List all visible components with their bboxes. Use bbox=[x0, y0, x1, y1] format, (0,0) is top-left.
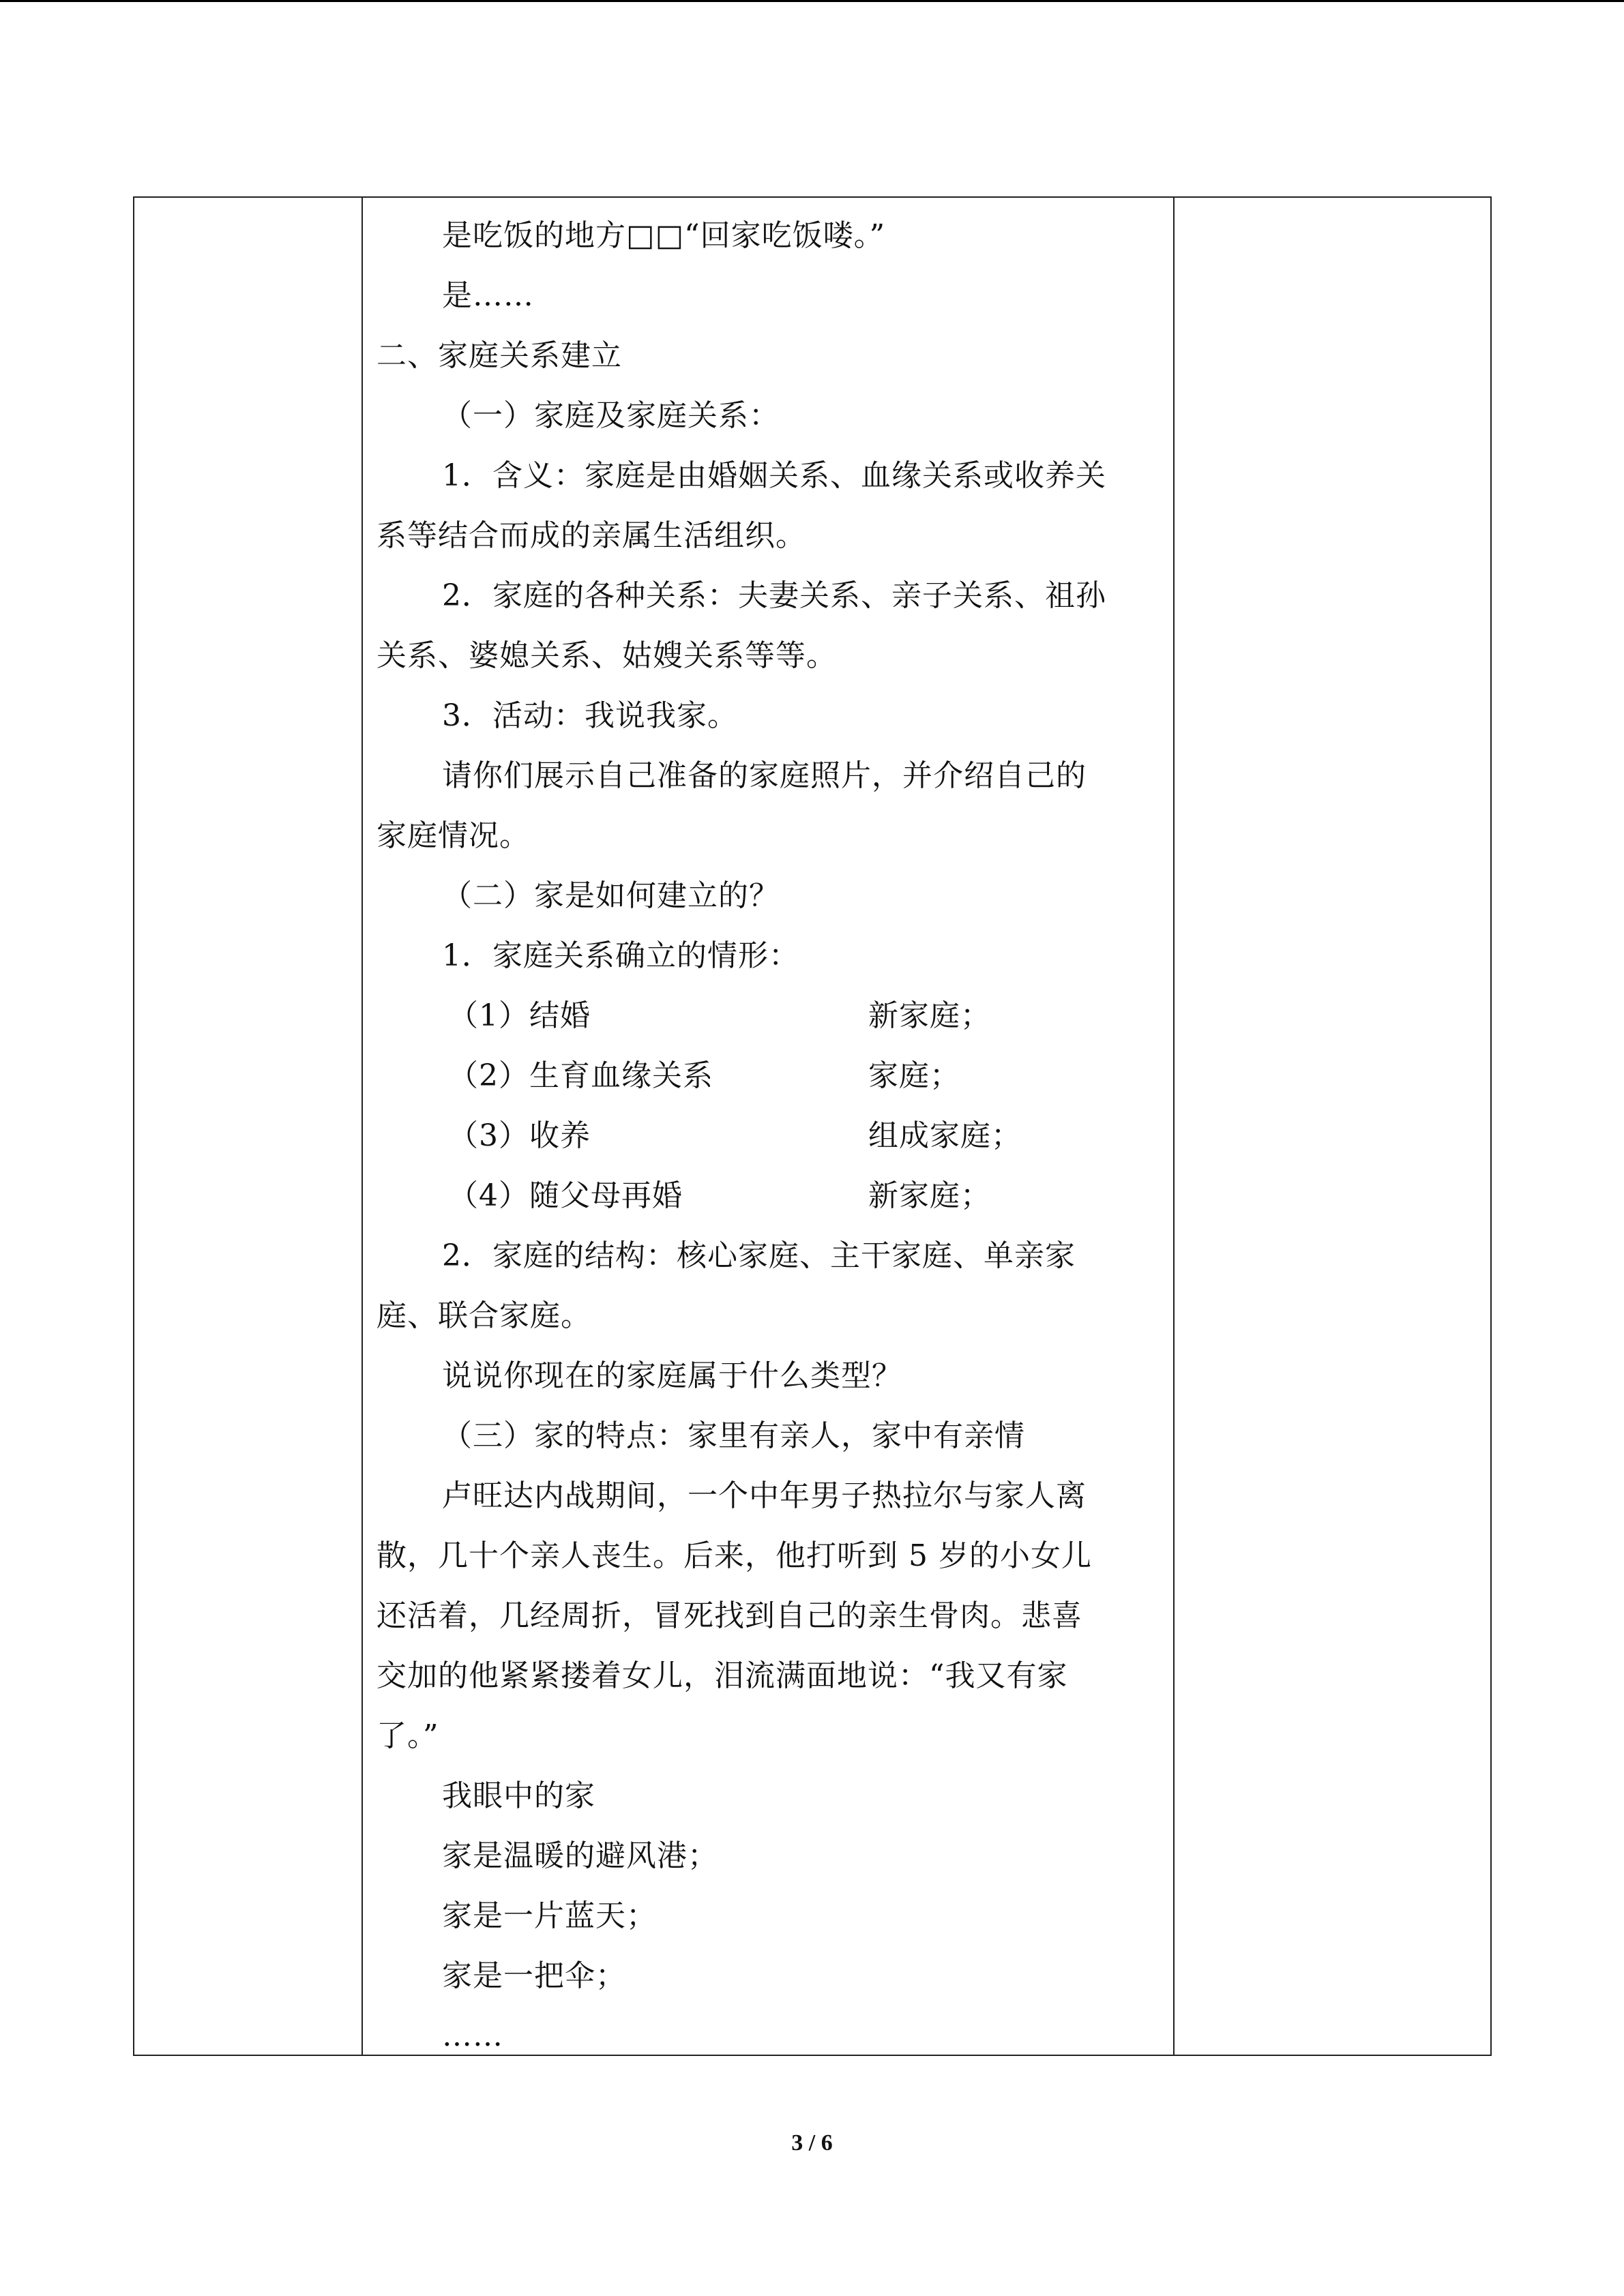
text-line: 家庭情况。 bbox=[377, 818, 530, 853]
text-line: 还活着，几经周折，冒死找到自己的亲生骨肉。悲喜 bbox=[377, 1598, 1082, 1633]
list-item bbox=[377, 1106, 1161, 1166]
text-line: 2．家庭的结构：核心家庭、主干家庭、单亲家 bbox=[442, 1238, 1076, 1273]
family-formation-list bbox=[377, 986, 1161, 1226]
text-line: 庭、联合家庭。 bbox=[377, 1298, 591, 1333]
text-line: 2．家庭的各种关系：夫妻关系、亲子关系、祖孙 bbox=[442, 578, 1106, 613]
list-item-result: 新家庭； bbox=[868, 998, 991, 1033]
text-line: 请你们展示自己准备的家庭照片，并介绍自己的 bbox=[442, 758, 1087, 793]
text-line: 我眼中的家 bbox=[442, 1778, 595, 1813]
text-line: 是…… bbox=[442, 278, 534, 313]
text-line: 二、家庭关系建立 bbox=[377, 338, 622, 373]
text-line: 家是温暖的避风港； bbox=[442, 1838, 718, 1873]
text-line: （二）家是如何建立的？ bbox=[442, 878, 780, 913]
list-item-result: 家庭； bbox=[868, 1058, 960, 1093]
content-block-2 bbox=[377, 1226, 1161, 2066]
text-line: （三）家的特点：家里有亲人，家中有亲情 bbox=[442, 1418, 1025, 1453]
list-item-label: （1）结婚 bbox=[448, 998, 591, 1033]
list-item bbox=[377, 1046, 1161, 1106]
text-line: 家是一片蓝天； bbox=[442, 1898, 657, 1933]
top-border-line bbox=[0, 0, 1624, 2]
text-line: 了。” bbox=[377, 1718, 439, 1753]
text-line: 1．家庭关系确立的情形： bbox=[442, 938, 799, 973]
text-line: 关系、婆媳关系、姑嫂关系等等。 bbox=[377, 638, 837, 673]
list-item-result: 新家庭； bbox=[868, 1178, 991, 1213]
list-item-label: （4）随父母再婚 bbox=[448, 1178, 683, 1213]
column-divider-1 bbox=[361, 198, 363, 2055]
list-item-label: （2）生育血缘关系 bbox=[448, 1058, 713, 1093]
page-number: 3 / 6 bbox=[791, 2130, 833, 2156]
text-line: 3．活动：我说我家。 bbox=[442, 698, 738, 733]
text-line: 1．含义：家庭是由婚姻关系、血缘关系或收养关 bbox=[442, 458, 1106, 493]
text-line: 交加的他紧紧搂着女儿，泪流满面地说：“我又有家 bbox=[377, 1658, 1068, 1693]
text-line: 卢旺达内战期间，一个中年男子热拉尔与家人离 bbox=[442, 1478, 1087, 1513]
lesson-content bbox=[377, 206, 1161, 2066]
text-line: 散，几十个亲人丧生。后来，他打听到 5 岁的小女儿 bbox=[377, 1538, 1092, 1573]
content-block-1 bbox=[377, 206, 1161, 986]
text-line: （一）家庭及家庭关系： bbox=[442, 398, 780, 433]
list-item bbox=[377, 1166, 1161, 1226]
text-line: …… bbox=[442, 2018, 503, 2053]
text-line: 是吃饭的地方□□“回家吃饭喽。” bbox=[442, 218, 886, 253]
list-item-label: （3）收养 bbox=[448, 1118, 591, 1153]
column-divider-2 bbox=[1173, 198, 1175, 2055]
text-line: 家是一把伞； bbox=[442, 1958, 626, 1993]
list-item bbox=[377, 986, 1161, 1046]
text-line: 说说你现在的家庭属于什么类型？ bbox=[442, 1358, 902, 1393]
text-line: 系等结合而成的亲属生活组织。 bbox=[377, 518, 806, 553]
list-item-result: 组成家庭； bbox=[868, 1118, 1022, 1153]
